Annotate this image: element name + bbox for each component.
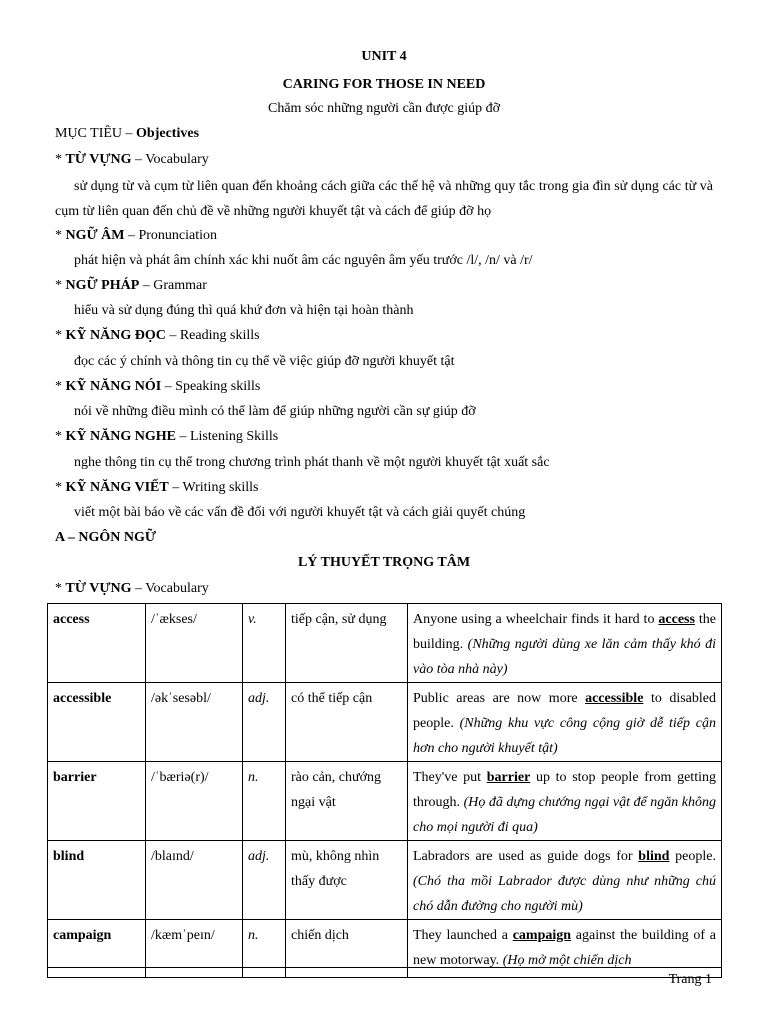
footer-divider [47,967,721,968]
vocab-example: They launched a campaign against the building of a new motorway. (Họ mở một chiến dịch [408,920,722,978]
vocab-pos: adj. [243,683,286,762]
unit-subtitle: Chăm sóc những người cần được giúp đỡ [268,101,500,116]
objective-speaking-heading: * KỸ NĂNG NÓI – Speaking skills [55,379,261,394]
objective-reading-heading: * KỸ NĂNG ĐỌC – Reading skills [55,328,260,343]
objective-grammar-text: hiểu và sử dụng đúng thì quá khứ đơn và hiện tại hoàn thành [74,303,414,318]
vocab-word: accessible [48,683,146,762]
table-row [48,841,722,920]
vocab-meaning: rào cản, chướng ngại vật [286,762,408,841]
objective-listening-heading: * KỸ NĂNG NGHE – Listening Skills [55,429,279,444]
table-row [48,920,722,978]
vocab-ipa: /ˈækses/ [146,604,243,683]
vocab-ipa: /blaɪnd/ [146,841,243,920]
objective-speaking-text: nói về những điều mình có thể làm để giúp những người cần sự giúp đỡ [74,404,476,419]
table-row [48,762,722,841]
vocab-example: They've put barrier up to stop people from getting through. (Họ đã dựng chướng ngại vật để ngăn không cho mọi người đi qua) [408,762,722,841]
table-row [48,604,722,683]
vocab-meaning: chiến dịch [286,920,408,978]
vocab-word: barrier [48,762,146,841]
objective-vocabulary-text: sử dụng từ và cụm từ liên quan đến khoảng cách giữa các thế hệ và những quy tắc trong gia đìn sử dụng các từ và cụm từ liên quan đến chủ đề về những người khuyết tật và cách để giúp đỡ họ [55,179,713,219]
vocab-example: Labradors are used as guide dogs for blind people. (Chó tha mồi Labrador được dùng như những chú chó dẫn đường cho người mù) [408,841,722,920]
table-row [48,683,722,762]
vocab-word: campaign [48,920,146,978]
vocab-meaning: có thể tiếp cận [286,683,408,762]
vocab-pos: n. [243,920,286,978]
vocab-pos: n. [243,762,286,841]
objective-writing-heading: * KỸ NĂNG VIẾT – Writing skills [55,480,259,495]
theory-title: LÝ THUYẾT TRỌNG TÂM [297,555,471,570]
unit-title: CARING FOR THOSE IN NEED [282,77,486,92]
vocabulary-table [47,603,722,978]
objective-listening-text: nghe thông tin cụ thể trong chương trình phát thanh về một người khuyết tật xuất sắc [74,455,550,470]
objective-pronunciation-heading: * NGỮ ÂM – Pronunciation [55,228,218,243]
vocab-word: blind [48,841,146,920]
objective-grammar-heading: * NGỮ PHÁP – Grammar [55,278,207,293]
vocab-meaning: tiếp cận, sử dụng [286,604,408,683]
objective-reading-text: đọc các ý chính và thông tin cụ thể về việc giúp đỡ người khuyết tật [74,354,455,369]
vocab-example: Anyone using a wheelchair finds it hard to access the building. (Những người dùng xe lăn cảm thấy khó đi vào tòa nhà này) [408,604,722,683]
vocab-ipa: /kæmˈpeɪn/ [146,920,243,978]
vocab-ipa: /ˈbæriə(r)/ [146,762,243,841]
vocab-word: access [48,604,146,683]
vocab-meaning: mù, không nhìn thấy được [286,841,408,920]
vocab-ipa: /əkˈsesəbl/ [146,683,243,762]
section-a-heading: A – NGÔN NGỮ [55,530,156,545]
vocab-pos: v. [243,604,286,683]
objective-vocabulary-heading: * TỪ VỰNG – Vocabulary [55,152,209,167]
vocab-pos: adj. [243,841,286,920]
unit-number: UNIT 4 [361,49,407,64]
vocab-heading: * TỪ VỰNG – Vocabulary [55,581,209,596]
vocab-example: Public areas are now more accessible to disabled people. (Những khu vực công cộng giờ dễ tiếp cận hơn cho người khuyết tật) [408,683,722,762]
objectives-heading: MỤC TIÊU – Objectives [55,126,200,141]
objective-writing-text: viết một bài báo về các vấn đề đối với người khuyết tật và cách giải quyết chúng [74,505,526,520]
page-number: Trang 1 [668,972,712,987]
objective-pronunciation-text: phát hiện và phát âm chính xác khi nuốt âm các nguyên âm yếu trước /l/, /n/ và /r/ [74,253,533,268]
